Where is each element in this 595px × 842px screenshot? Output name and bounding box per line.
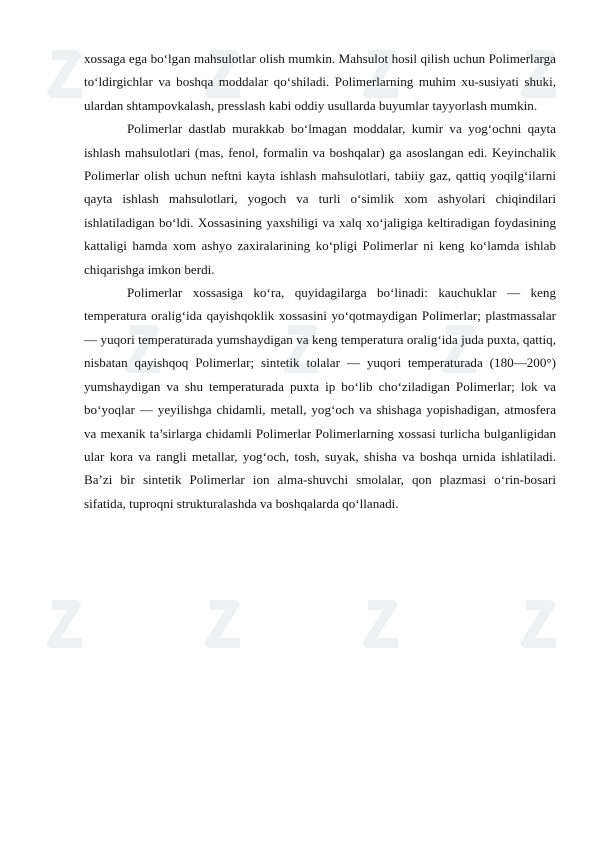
- paragraph-3: Polimerlar xossasiga ko‘ra, quyidagilarga bo‘linadi: kauchuklar — keng temperatura oralig‘ida qayishqoklik xossasini yo‘qotmaydigan Polimerlar; plastmassalar — yuqori temperaturada yumshaydigan va keng temperatura oralig‘ida juda puxta, qattiq, nisbatan qayishqoq Polimerlar; sintetik tolalar — yuqori temperaturada (180—200°) yumshaydigan va shu temperaturada puxta ip bo‘lib cho‘ziladigan Polimerlar; lok va bo‘yoqlar — yeyilishga chidamli, metall, yog‘och va shishaga yopishadigan, atmosfera va mexanik ta’sirlarga chidamli Polimerlar Polimerlarning xossasi turlicha bulganligidan ular kora va rangli metallar, yog‘och, tosh, suyak, shisha va boshqa urnida ishlatiladi. Ba’zi bir sintetik Polimerlar ion alma-shuvchi smolalar, qon plazmasi o‘rin-bosari sifatida, tuproqni strukturalashda va boshqalarda qo‘llanadi.: [84, 285, 556, 511]
- paragraph-1: xossaga ega bo‘lgan mahsulotlar olish mumkin. Mahsulot hosil qilish uchun Polimerlarga to‘ldirgichlar va boshqa moddalar qo‘shiladi. Polimerlarning muhim xu-susiyati shuki, ulardan shtampovkalash, presslash kabi oddiy usullarda buyumlar tayyorlash mumkin.: [84, 51, 556, 113]
- paragraph-2: Polimerlar dastlab murakkab bo‘lmagan moddalar, kumir va yog‘ochni qayta ishlash mahsulotlari (mas, fenol, formalin va boshqalar) ga asoslangan edi. Keyinchalik Polimerlar olish uchun neftni kayta ishlash mahsulotlari, tabiiy gaz, qattiq yoqilg‘ilarni qayta ishlash mahsulotlari, yogoch va turli o‘simlik xom ashyolari chiqindilari ishlatiladigan bo‘ldi. Xossasining yaxshiligi va xalq xo‘jaligiga keltiradigan foydasining kattaligi hamda xom ashyo zaxiralarining ko‘pligi Polimerlar ni keng ko‘lamda ishlab chiqarishga imkon berdi.: [84, 121, 556, 277]
- document-body: [84, 47, 556, 515]
